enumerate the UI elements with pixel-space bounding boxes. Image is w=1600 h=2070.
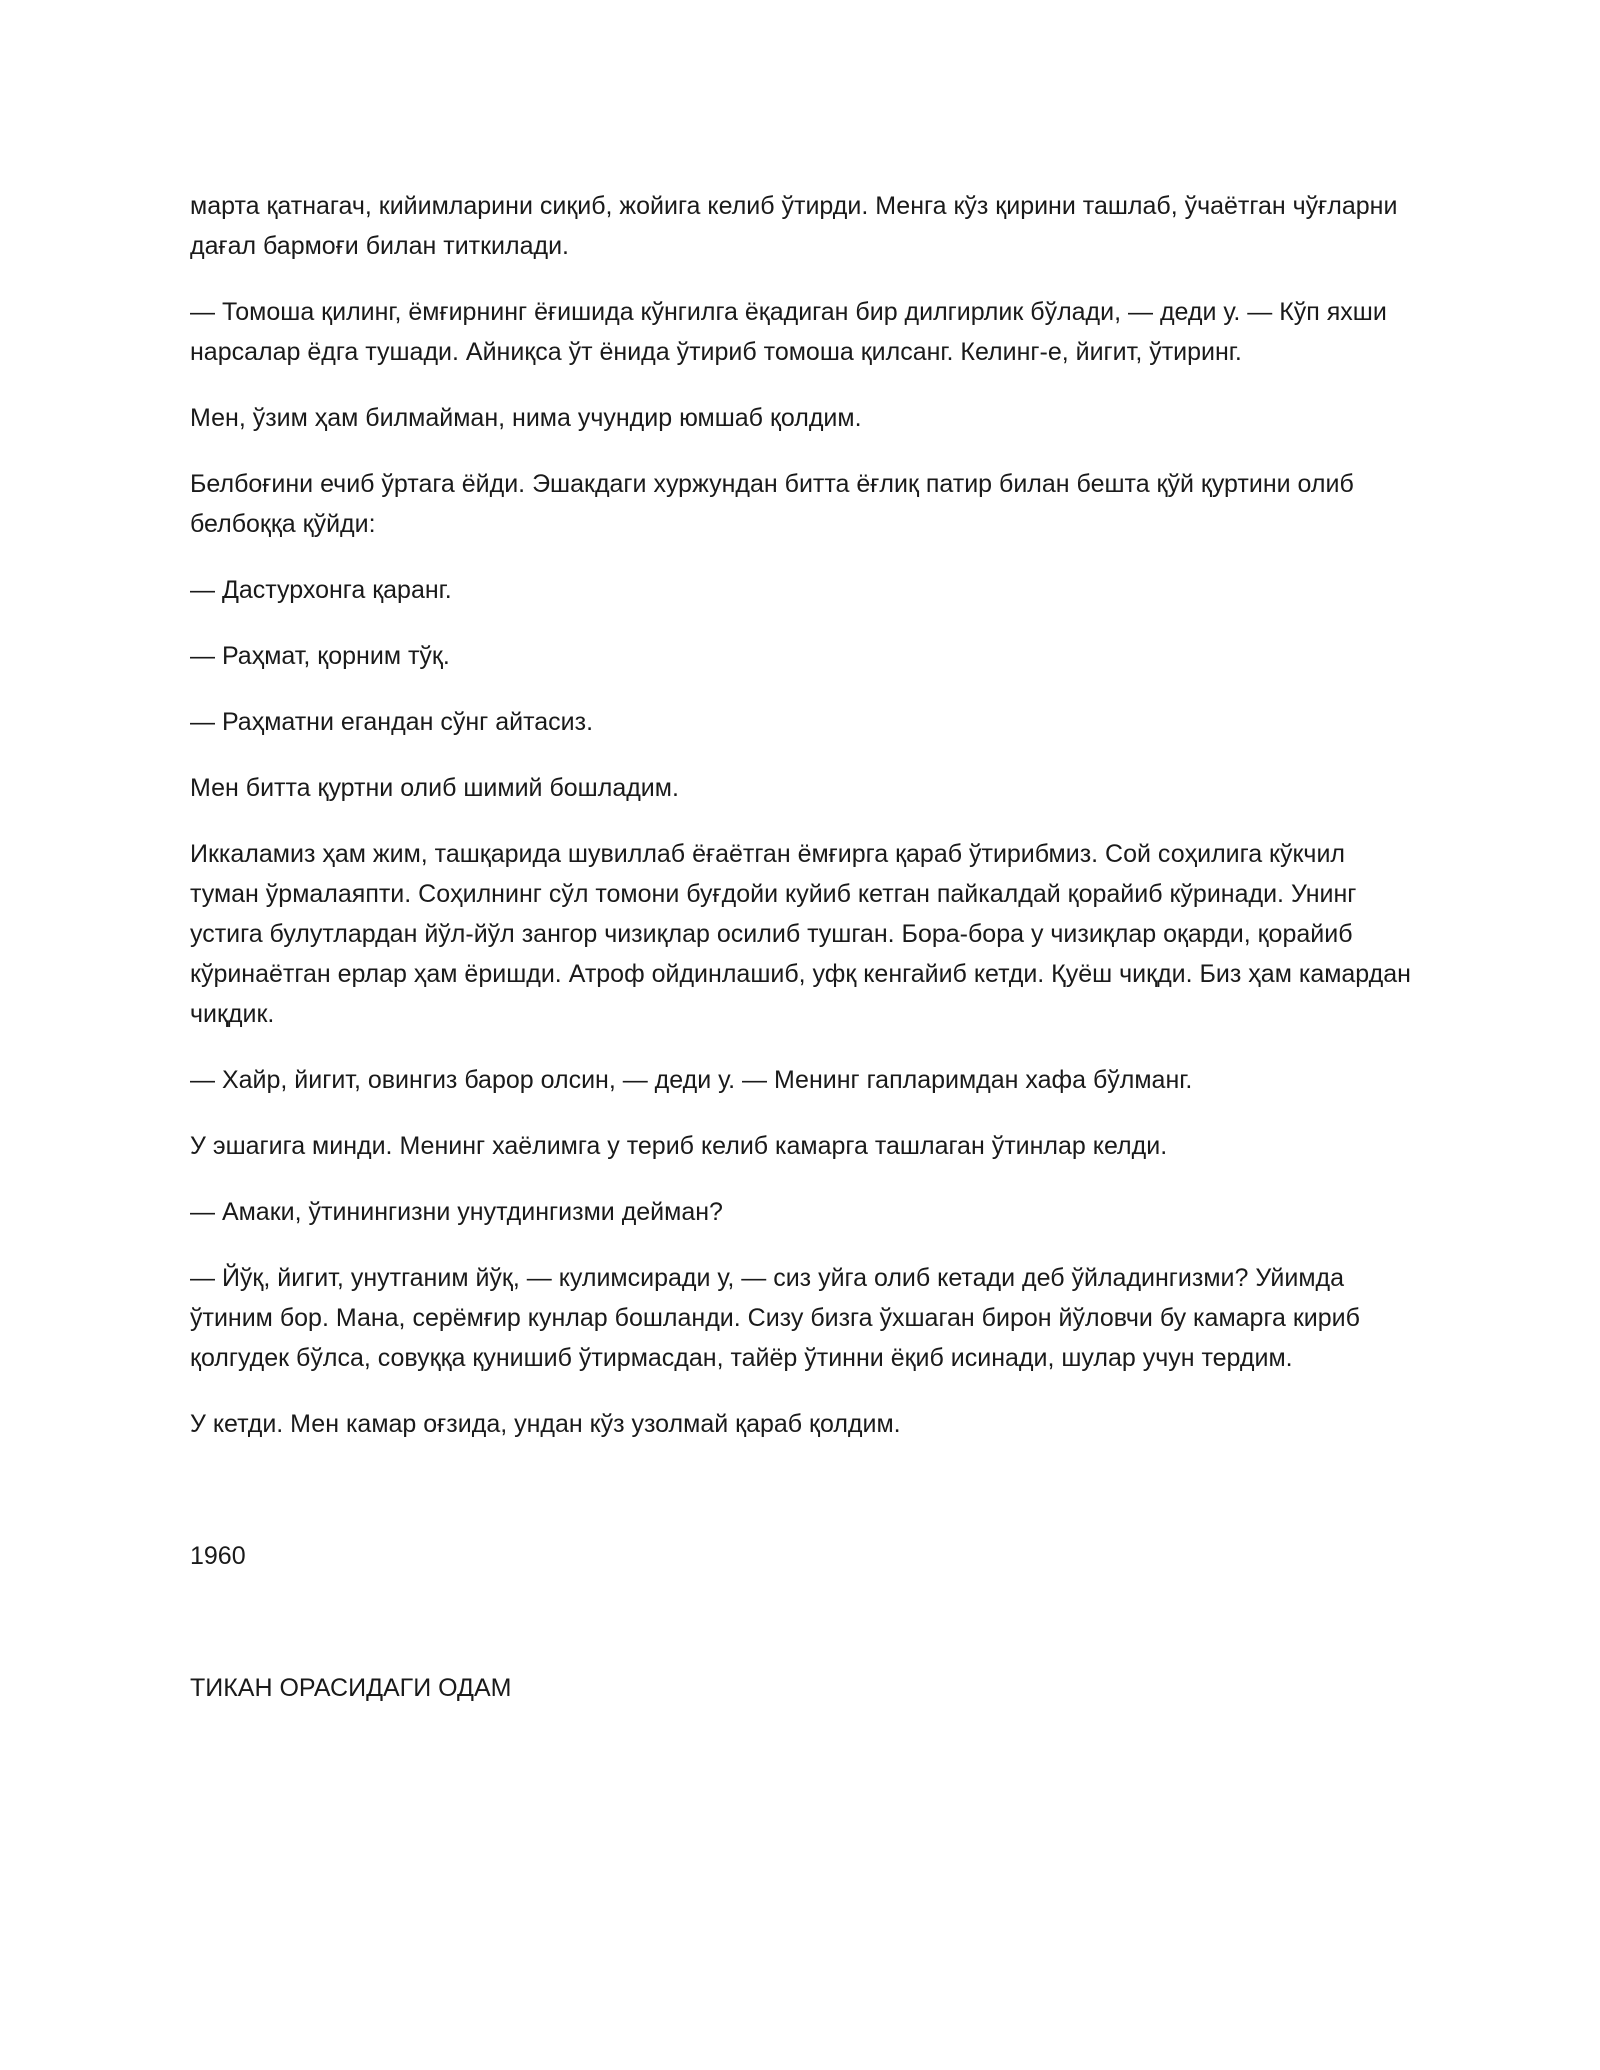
dialogue-line: — Раҳмат, қорним тўқ. (190, 642, 450, 670)
paragraph: Мен, ўзим ҳам билмайман, нима учундир юмшаб қолдим. (190, 404, 862, 432)
dialogue-line: — Амаки, ўтинингизни унутдингизми дейман? (190, 1198, 723, 1226)
dialogue-line: — Йўқ, йигит, унутганим йўқ, — кулимсиради у, — сиз уйга олиб кетади деб ўйладингизми? Уйимда ўтиним бор. Мана, серёмғир кунлар бошланди. Сизу бизга ўхшаган бирон йўловчи бу камарга кириб қолгудек бўлса, совуққа қунишиб ўтирмасдан, тайёр ўтинни ёқиб исинади, шулар учун тердим. (190, 1264, 1360, 1372)
paragraph: У кетди. Мен камар оғзида, ундан кўз узолмай қараб қолдим. (190, 1410, 901, 1438)
paragraph: Иккаламиз ҳам жим, ташқарида шувиллаб ёғаётган ёмғирга қараб ўтирибмиз. Сой соҳилига кўкчил туман ўрмалаяпти. Соҳилнинг сўл томони буғдойи куйиб кетган пайкалдай қорайиб кўринади. Унинг устига булутлардан йўл-йўл зангор чизиқлар осилиб тушган. Бора-бора у чизиқлар оқарди, қорайиб кўринаётган ерлар ҳам ёришди. Атроф ойдинлашиб, уфқ кенгайиб кетди. Қуёш чиқди. Биз ҳам камардан чиқдик. (190, 840, 1411, 1028)
story-title: ТИКАН ОРАСИДАГИ ОДАМ (190, 1674, 512, 1702)
year-note: 1960 (190, 1542, 246, 1570)
paragraph: Мен битта қуртни олиб шимий бошладим. (190, 774, 679, 802)
paragraph: Белбоғини ечиб ўртага ёйди. Эшакдаги хуржундан битта ёғлиқ патир билан бешта қўй қуртини олиб белбоққа қўйди: (190, 470, 1354, 538)
dialogue-line: — Хайр, йигит, овингиз барор олсин, — деди у. — Менинг гапларимдан хафа бўлманг. (190, 1066, 1193, 1094)
paragraph: марта қатнагач, кийимларини сиқиб, жойига келиб ўтирди. Менга кўз қирини ташлаб, ўчаётган чўғларни дағал бармоғи билан титкилади. (190, 192, 1398, 260)
paragraph: — Томоша қилинг, ёмғирнинг ёғишида кўнгилга ёқадиган бир дилгирлик бўлади, — деди у. — Кўп яхши нарсалар ёдга тушади. Айниқса ўт ёнида ўтириб томоша қилсанг. Келинг-е, йигит, ўтиринг. (190, 298, 1387, 366)
dialogue-line: — Дастурхонга қаранг. (190, 576, 452, 604)
paragraph: У эшагига минди. Менинг хаёлимга у териб келиб камарга ташлаган ўтинлар келди. (190, 1132, 1168, 1160)
dialogue-line: — Раҳматни егандан сўнг айтасиз. (190, 708, 594, 736)
document-page (190, 186, 1420, 1734)
